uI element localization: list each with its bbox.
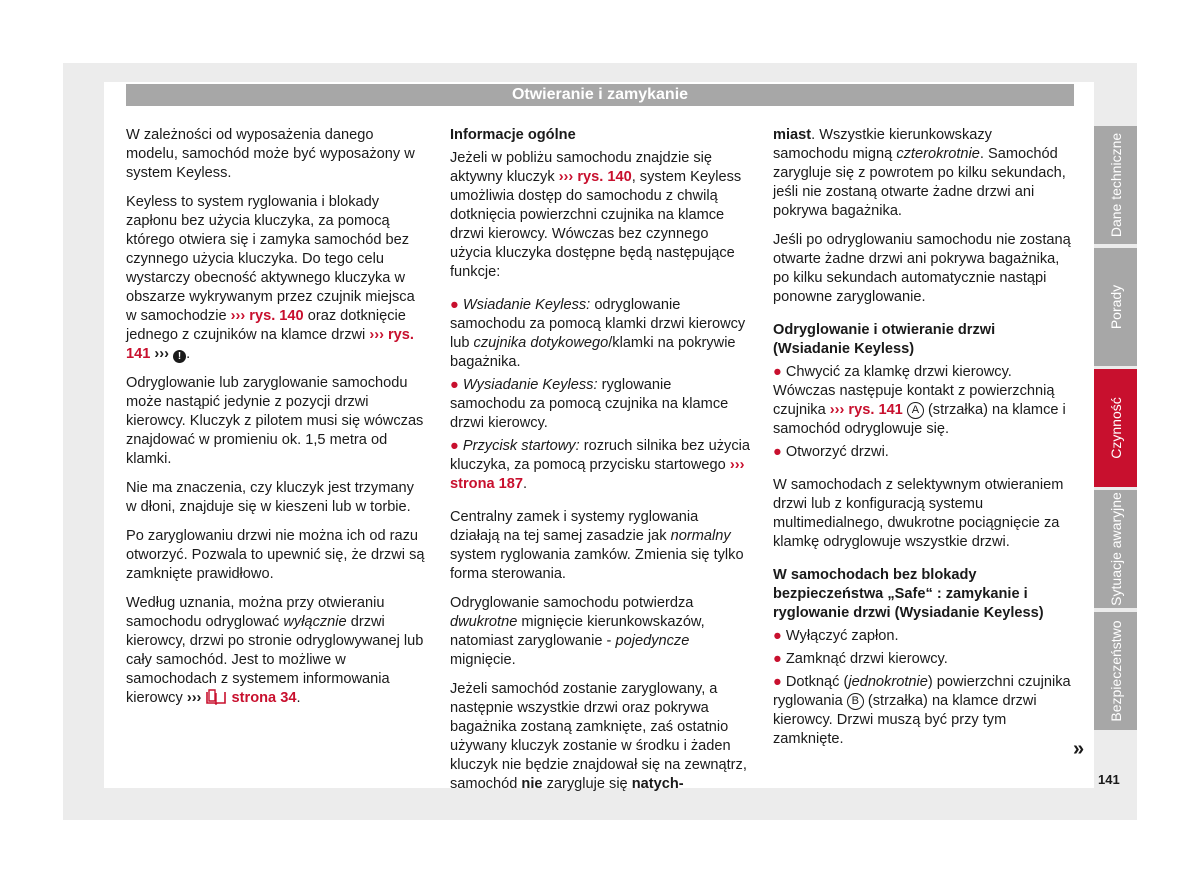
- list-item: ● Wyłączyć zapłon.: [773, 628, 899, 644]
- section-title: Otwieranie i zamykanie: [126, 84, 1074, 106]
- bullet-icon: ●: [773, 674, 782, 690]
- page-link[interactable]: strona 34: [231, 690, 297, 706]
- paragraph: Jeżeli samochód zostanie zaryglowany, a następnie wszystkie drzwi oraz pokrywa bagażnika zostaną zamknięte, zaś ostatnio używany kluczyk zostanie w środku i żaden kluczyk nie będzie znajdował się na zewnątrz, samochód nie zarygluje się natych-: [450, 681, 747, 792]
- list-item: ● Zamknąć drzwi kierowcy.: [773, 651, 948, 667]
- tab-porady[interactable]: Porady: [1094, 248, 1137, 366]
- list-item: ● Wsiadanie Keyless: odryglowanie samochodu za pomocą klamki drzwi kierowcy lub czujnika dotykowego/klamki na pokrywie bagażnika.: [450, 297, 746, 370]
- callout-a-icon: A: [907, 402, 924, 419]
- figure-link[interactable]: ››› rys. 140: [230, 308, 304, 324]
- bullet-icon: ●: [450, 438, 459, 454]
- arrow-link[interactable]: ›››: [154, 346, 170, 362]
- tab-bezpieczenstwo[interactable]: Bezpieczeństwo: [1094, 612, 1137, 730]
- heading: Informacje ogólne: [450, 127, 576, 143]
- bullet-icon: ●: [450, 297, 459, 313]
- column-1: [126, 126, 426, 721]
- list-item: ● Chwycić za klamkę drzwi kierowcy. Wówczas następuje kontakt z powierzchnią czujnika ››› rys. 141 A (strzałka) na klamce i samochód odryglowuje się.: [773, 364, 1066, 437]
- bullet-icon: ●: [773, 628, 782, 644]
- figure-link[interactable]: ››› rys. 141: [829, 402, 903, 418]
- paragraph: miast. Wszystkie kierunkowskazy samochodu migną czterokrotnie. Samochód zarygluje się z powrotem po kilku sekundach, jeśli nie zostaną otwarte żadne drzwi ani pokrywa bagażnika.: [773, 127, 1066, 219]
- paragraph: Po zaryglowaniu drzwi nie można ich od razu otworzyć. Pozwala to upewnić się, że drzwi są zamknięte prawidłowo.: [126, 528, 425, 582]
- callout-b-icon: B: [847, 693, 864, 710]
- bullet-icon: ●: [773, 444, 782, 460]
- paragraph: W samochodach z selektywnym otwieraniem drzwi lub z konfiguracją systemu multimedialnego, dwukrotne pociągnięcie za klamkę odryglowuje wszystkie drzwi.: [773, 477, 1064, 550]
- bullet-icon: ●: [773, 364, 782, 380]
- column-3: [773, 126, 1071, 759]
- tab-dane-techniczne[interactable]: Dane techniczne: [1094, 126, 1137, 244]
- heading: W samochodach bez blokady bezpieczeństwa „Safe“ : zamykanie i ryglowanie drzwi (Wysiadanie Keyless): [773, 567, 1044, 621]
- bullet-icon: ●: [773, 651, 782, 667]
- continue-icon: »: [1073, 738, 1085, 760]
- figure-link[interactable]: ››› rys. 140: [558, 169, 632, 185]
- paragraph: Odryglowanie samochodu potwierdza dwukrotne mignięcie kierunkowskazów, natomiast zaryglowanie - pojedyncze mignięcie.: [450, 595, 705, 668]
- tab-sytuacje-awaryjne[interactable]: Sytuacje awaryjne: [1094, 490, 1137, 608]
- list-item: ● Dotknąć (jednokrotnie) powierzchni czujnika ryglowania B (strzałka) na klamce drzwi kierowcy. Drzwi muszą być przy tym zamknięte.: [773, 674, 1071, 747]
- paragraph: Jeśli po odryglowaniu samochodu nie zostaną otwarte żadne drzwi ani pokrywa bagażnika, po kilku sekundach automatycznie nastąpi ponowne zaryglowanie.: [773, 232, 1071, 305]
- warning-icon[interactable]: !: [173, 350, 186, 363]
- paragraph: W zależności od wyposażenia danego modelu, samochód może być wyposażony w system Keyless.: [126, 127, 415, 181]
- column-2: [450, 126, 750, 804]
- list-item: ● Przycisk startowy: rozruch silnika bez użycia kluczyka, za pomocą przycisku startowego ››› strona 187.: [450, 438, 750, 492]
- list-item: ● Wysiadanie Keyless: ryglowanie samochodu za pomocą czujnika na klamce drzwi kierowcy.: [450, 377, 729, 431]
- page-link[interactable]: ››› strona 187: [450, 457, 745, 492]
- figure-link[interactable]: ››› rys. 141: [126, 327, 414, 362]
- paragraph: Keyless to system ryglowania i blokady zapłonu bez użycia kluczyka, za pomocą którego otwiera się i zamyka samochód bez czynnego użycia kluczyka. Do tego celu wystarczy obecność aktywnego kluczyka w obszarze wykrywanym przez czujnik miejsca w samochodzie ››› rys. 140 oraz dotknięcie jednego z czujników na klamce drzwi ››› rys. 141 ››› ! .: [126, 194, 415, 362]
- bullet-icon: ●: [450, 377, 459, 393]
- paragraph: Nie ma znaczenia, czy kluczyk jest trzymany w dłoni, znajduje się w kieszeni lub w torbie.: [126, 480, 414, 515]
- paragraph: Odryglowanie lub zaryglowanie samochodu może nastąpić jedynie z pozycji drzwi kierowcy. Kluczyk z pilotem musi się wówczas znajdować w promieniu ok. 1,5 metra od klamki.: [126, 375, 424, 467]
- paragraph: Według uznania, można przy otwieraniu samochodu odryglować wyłącznie drzwi kierowcy, drzwi po stronie odryglowywanej lub cały samochód. Jest to możliwe w samochodach z systemem informowania kierowcy ››› strona 34.: [126, 594, 426, 711]
- paragraph: Centralny zamek i systemy ryglowania działają na tej samej zasadzie jak normalny system ryglowania zamków. Zmienia się tylko forma sterowania.: [450, 509, 744, 582]
- heading: Odryglowanie i otwieranie drzwi (Wsiadanie Keyless): [773, 322, 996, 357]
- tab-czynnosc[interactable]: Czynność: [1094, 369, 1137, 487]
- page-number: 141: [1098, 772, 1120, 787]
- paragraph: Jeżeli w pobliżu samochodu znajdzie się aktywny kluczyk ››› rys. 140, system Keyless umożliwia dostęp do samochodu z chwilą dotknięcia powierzchni czujnika na klamce drzwi kierowcy. Wówczas bez czynnego użycia kluczyka dostępne będą następujące funkcje:: [450, 150, 742, 280]
- book-icon: [205, 689, 227, 711]
- list-item: ● Otworzyć drzwi.: [773, 444, 889, 460]
